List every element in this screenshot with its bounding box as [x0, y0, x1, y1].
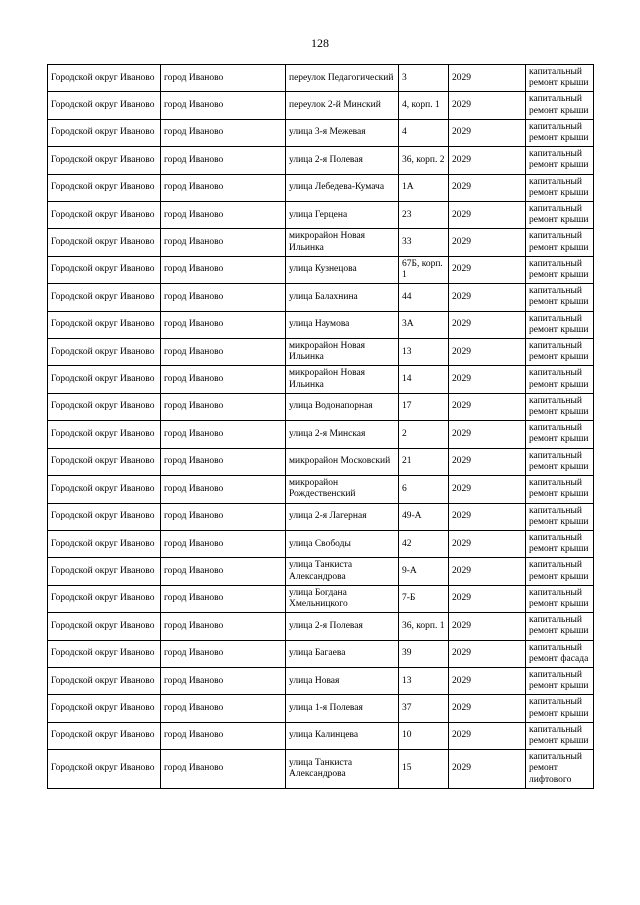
cell-year: 2029 [449, 202, 526, 229]
cell-city: город Иваново [161, 311, 286, 338]
cell-work: капитальный ремонт крыши [526, 421, 594, 448]
cell-house: 9-А [399, 558, 449, 585]
cell-city: город Иваново [161, 92, 286, 119]
cell-city: город Иваново [161, 640, 286, 667]
cell-year: 2029 [449, 558, 526, 585]
cell-year: 2029 [449, 311, 526, 338]
cell-district: Городской округ Иваново [48, 421, 161, 448]
cell-district: Городской округ Иваново [48, 695, 161, 722]
cell-work: капитальный ремонт крыши [526, 393, 594, 420]
table-row [48, 393, 594, 420]
cell-district: Городской округ Иваново [48, 92, 161, 119]
cell-district: Городской округ Иваново [48, 558, 161, 585]
cell-district: Городской округ Иваново [48, 229, 161, 256]
cell-house: 23 [399, 202, 449, 229]
cell-house: 42 [399, 530, 449, 557]
table-row [48, 667, 594, 694]
cell-house: 1А [399, 174, 449, 201]
cell-street: улица Богдана Хмельницкого [286, 585, 399, 612]
cell-house: 13 [399, 339, 449, 366]
cell-house: 44 [399, 284, 449, 311]
cell-city: город Иваново [161, 695, 286, 722]
table-row [48, 92, 594, 119]
table-row [48, 421, 594, 448]
cell-city: город Иваново [161, 65, 286, 92]
cell-street: улица 2-я Полевая [286, 147, 399, 174]
cell-street: улица Танкиста Александрова [286, 558, 399, 585]
cell-work: капитальный ремонт крыши [526, 366, 594, 393]
cell-street: улица Свободы [286, 530, 399, 557]
cell-street: микрорайон Новая Ильинка [286, 229, 399, 256]
cell-year: 2029 [449, 503, 526, 530]
cell-house: 67Б, корп. 1 [399, 256, 449, 283]
cell-city: город Иваново [161, 147, 286, 174]
cell-street: улица Наумова [286, 311, 399, 338]
cell-year: 2029 [449, 65, 526, 92]
cell-year: 2029 [449, 750, 526, 789]
cell-district: Городской округ Иваново [48, 174, 161, 201]
cell-house: 33 [399, 229, 449, 256]
table-row [48, 339, 594, 366]
cell-city: город Иваново [161, 530, 286, 557]
cell-district: Городской округ Иваново [48, 530, 161, 557]
cell-year: 2029 [449, 366, 526, 393]
table-row [48, 448, 594, 475]
cell-work: капитальный ремонт крыши [526, 476, 594, 503]
cell-district: Городской округ Иваново [48, 640, 161, 667]
table-row [48, 722, 594, 749]
cell-house: 39 [399, 640, 449, 667]
cell-street: улица 3-я Межевая [286, 119, 399, 146]
cell-district: Городской округ Иваново [48, 667, 161, 694]
cell-street: микрорайон Рождественский [286, 476, 399, 503]
cell-work: капитальный ремонт крыши [526, 695, 594, 722]
cell-work: капитальный ремонт крыши [526, 284, 594, 311]
cell-work: капитальный ремонт крыши [526, 339, 594, 366]
cell-year: 2029 [449, 640, 526, 667]
cell-work: капитальный ремонт крыши [526, 558, 594, 585]
cell-district: Городской округ Иваново [48, 202, 161, 229]
cell-house: 49-А [399, 503, 449, 530]
cell-district: Городской округ Иваново [48, 585, 161, 612]
cell-street: улица Водонапорная [286, 393, 399, 420]
cell-city: город Иваново [161, 421, 286, 448]
cell-street: микрорайон Московский [286, 448, 399, 475]
cell-city: город Иваново [161, 558, 286, 585]
cell-house: 36, корп. 2 [399, 147, 449, 174]
cell-year: 2029 [449, 92, 526, 119]
cell-district: Городской округ Иваново [48, 147, 161, 174]
cell-year: 2029 [449, 119, 526, 146]
cell-street: переулок 2-й Минский [286, 92, 399, 119]
cell-street: улица Калинцева [286, 722, 399, 749]
cell-house: 4 [399, 119, 449, 146]
cell-house: 6 [399, 476, 449, 503]
cell-house: 36, корп. 1 [399, 613, 449, 640]
cell-district: Городской округ Иваново [48, 311, 161, 338]
cell-street: переулок Педагогический [286, 65, 399, 92]
cell-work: капитальный ремонт крыши [526, 147, 594, 174]
cell-year: 2029 [449, 393, 526, 420]
cell-work: капитальный ремонт крыши [526, 530, 594, 557]
table-row [48, 311, 594, 338]
cell-district: Городской округ Иваново [48, 256, 161, 283]
cell-city: город Иваново [161, 339, 286, 366]
cell-house: 3 [399, 65, 449, 92]
cell-city: город Иваново [161, 503, 286, 530]
cell-work: капитальный ремонт крыши [526, 229, 594, 256]
cell-house: 13 [399, 667, 449, 694]
cell-house: 15 [399, 750, 449, 789]
cell-work: капитальный ремонт крыши [526, 311, 594, 338]
cell-work: капитальный ремонт крыши [526, 119, 594, 146]
cell-district: Городской округ Иваново [48, 476, 161, 503]
cell-work: капитальный ремонт крыши [526, 92, 594, 119]
cell-work: капитальный ремонт крыши [526, 503, 594, 530]
repairs-table-body [48, 65, 594, 789]
table-row [48, 202, 594, 229]
table-row [48, 558, 594, 585]
cell-house: 3А [399, 311, 449, 338]
cell-house: 2 [399, 421, 449, 448]
cell-district: Городской округ Иваново [48, 750, 161, 789]
cell-district: Городской округ Иваново [48, 366, 161, 393]
cell-city: город Иваново [161, 284, 286, 311]
cell-year: 2029 [449, 448, 526, 475]
cell-house: 17 [399, 393, 449, 420]
table-row [48, 174, 594, 201]
cell-work: капитальный ремонт крыши [526, 722, 594, 749]
cell-year: 2029 [449, 147, 526, 174]
cell-year: 2029 [449, 174, 526, 201]
cell-district: Городской округ Иваново [48, 722, 161, 749]
cell-city: город Иваново [161, 667, 286, 694]
cell-district: Городской округ Иваново [48, 393, 161, 420]
cell-year: 2029 [449, 339, 526, 366]
cell-city: город Иваново [161, 613, 286, 640]
table-row [48, 65, 594, 92]
cell-street: улица Танкиста Александрова [286, 750, 399, 789]
cell-street: улица Герцена [286, 202, 399, 229]
cell-work: капитальный ремонт крыши [526, 256, 594, 283]
cell-city: город Иваново [161, 256, 286, 283]
cell-house: 37 [399, 695, 449, 722]
cell-year: 2029 [449, 585, 526, 612]
cell-year: 2029 [449, 613, 526, 640]
cell-street: улица 2-я Минская [286, 421, 399, 448]
cell-year: 2029 [449, 667, 526, 694]
cell-work: капитальный ремонт крыши [526, 667, 594, 694]
cell-street: улица 2-я Полевая [286, 613, 399, 640]
table-row [48, 530, 594, 557]
cell-street: улица Кузнецова [286, 256, 399, 283]
cell-city: город Иваново [161, 119, 286, 146]
table-row [48, 366, 594, 393]
table-row [48, 750, 594, 789]
cell-year: 2029 [449, 229, 526, 256]
cell-city: город Иваново [161, 585, 286, 612]
table-row [48, 256, 594, 283]
cell-district: Городской округ Иваново [48, 613, 161, 640]
table-row [48, 119, 594, 146]
cell-city: город Иваново [161, 202, 286, 229]
cell-district: Городской округ Иваново [48, 503, 161, 530]
cell-house: 14 [399, 366, 449, 393]
cell-work: капитальный ремонт крыши [526, 448, 594, 475]
cell-street: улица Балахнина [286, 284, 399, 311]
cell-street: улица 1-я Полевая [286, 695, 399, 722]
table-row [48, 695, 594, 722]
cell-street: улица Лебедева-Кумача [286, 174, 399, 201]
cell-street: микрорайон Новая Ильинка [286, 366, 399, 393]
table-row [48, 640, 594, 667]
cell-work: капитальный ремонт крыши [526, 202, 594, 229]
table-row [48, 503, 594, 530]
page-number: 128 [311, 36, 329, 50]
cell-year: 2029 [449, 421, 526, 448]
cell-work: капитальный ремонт крыши [526, 585, 594, 612]
table-row [48, 284, 594, 311]
cell-district: Городской округ Иваново [48, 448, 161, 475]
table-row [48, 229, 594, 256]
cell-city: город Иваново [161, 448, 286, 475]
cell-district: Городской округ Иваново [48, 65, 161, 92]
cell-street: улица Новая [286, 667, 399, 694]
cell-street: микрорайон Новая Ильинка [286, 339, 399, 366]
cell-city: город Иваново [161, 750, 286, 789]
table-row [48, 476, 594, 503]
cell-city: город Иваново [161, 393, 286, 420]
cell-city: город Иваново [161, 722, 286, 749]
cell-work: капитальный ремонт лифтового [526, 750, 594, 789]
cell-work: капитальный ремонт крыши [526, 613, 594, 640]
cell-work: капитальный ремонт фасада [526, 640, 594, 667]
table-row [48, 147, 594, 174]
cell-city: город Иваново [161, 476, 286, 503]
table-row [48, 613, 594, 640]
cell-year: 2029 [449, 256, 526, 283]
cell-district: Городской округ Иваново [48, 119, 161, 146]
cell-house: 4, корп. 1 [399, 92, 449, 119]
cell-city: город Иваново [161, 229, 286, 256]
cell-house: 21 [399, 448, 449, 475]
cell-house: 10 [399, 722, 449, 749]
cell-city: город Иваново [161, 174, 286, 201]
table-row [48, 585, 594, 612]
cell-year: 2029 [449, 476, 526, 503]
repairs-table [47, 64, 594, 789]
cell-house: 7-Б [399, 585, 449, 612]
cell-street: улица Багаева [286, 640, 399, 667]
cell-year: 2029 [449, 530, 526, 557]
cell-year: 2029 [449, 722, 526, 749]
cell-year: 2029 [449, 284, 526, 311]
cell-district: Городской округ Иваново [48, 284, 161, 311]
cell-work: капитальный ремонт крыши [526, 174, 594, 201]
cell-city: город Иваново [161, 366, 286, 393]
cell-street: улица 2-я Лагерная [286, 503, 399, 530]
cell-district: Городской округ Иваново [48, 339, 161, 366]
cell-year: 2029 [449, 695, 526, 722]
cell-work: капитальный ремонт крыши [526, 65, 594, 92]
